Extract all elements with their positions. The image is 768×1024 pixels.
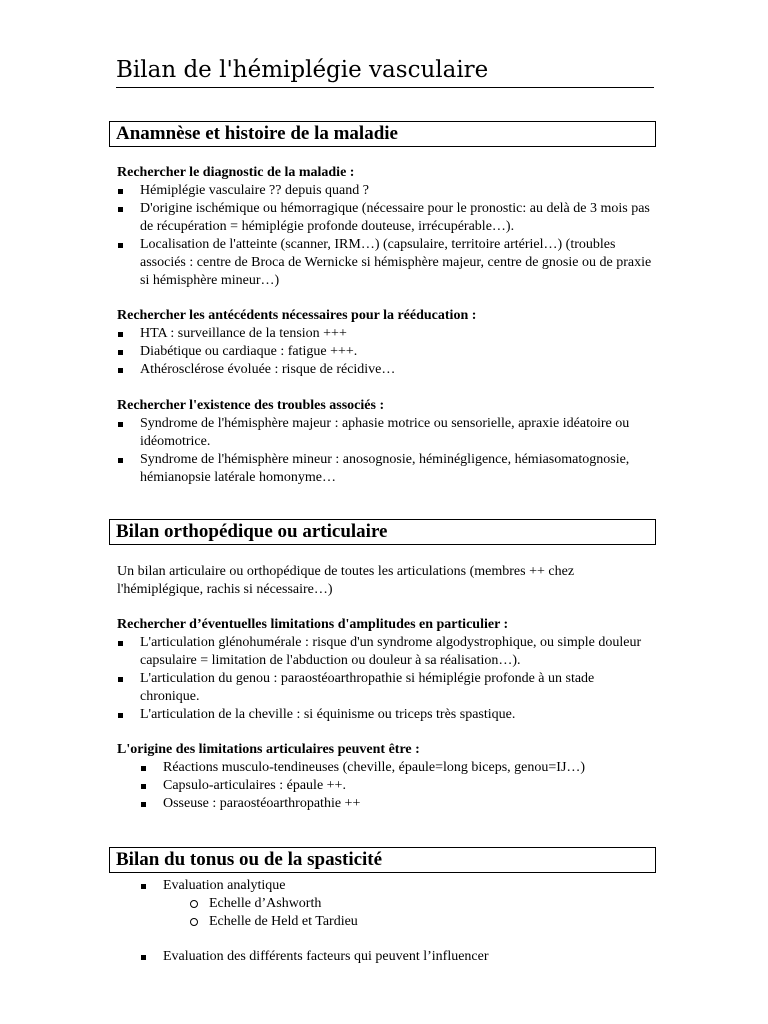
subhead-limitations: Rechercher d’éventuelles limitations d'amplitudes en particulier : <box>117 617 509 632</box>
page-title: Bilan de l'hémiplégie vasculaire <box>116 54 654 88</box>
subhead-diagnostic: Rechercher le diagnostic de la maladie : <box>117 165 355 180</box>
list-item: Syndrome de l'hémisphère mineur : anosognosie, héminégligence, hémiasomatognosie, hémianopsie latérale homonyme… <box>117 451 657 487</box>
list-item: HTA : surveillance de la tension +++ <box>117 325 657 343</box>
ortho-intro-block <box>117 563 657 599</box>
section-heading-anamnese: Anamnèse et histoire de la maladie <box>109 121 656 147</box>
list-item: L'articulation du genou : paraostéoarthropathie si hémiplégie profonde à un stade chronique. <box>117 670 657 706</box>
diagnostic-list <box>117 182 657 290</box>
list-item: Réactions musculo-tendineuses (cheville, épaule=long biceps, genou=IJ…) <box>117 759 657 777</box>
list-item: Hémiplégie vasculaire ?? depuis quand ? <box>117 182 657 200</box>
ortho-limitations-block <box>117 616 657 724</box>
subhead-troubles: Rechercher l'existence des troubles associés : <box>117 398 385 413</box>
list-item: Diabétique ou cardiaque : fatigue +++. <box>117 343 657 361</box>
anamnese-troubles-block <box>117 397 657 487</box>
list-item: L'articulation glénohumérale : risque d'un syndrome algodystrophique, ou simple douleur capsulaire = limitation de l'abduction ou douleur à sa réalisation…). <box>117 634 657 670</box>
subhead-origine: L'origine des limitations articulaires peuvent être : <box>117 742 420 757</box>
list-item: Athérosclérose évoluée : risque de récidive… <box>117 361 657 379</box>
tonus-list <box>117 877 657 895</box>
anamnese-antecedents-block <box>117 307 657 379</box>
tonus-block <box>117 877 657 931</box>
ortho-intro: Un bilan articulaire ou orthopédique de toutes les articulations (membres ++ chez l'hémiplégique, rachis si nécessaire…) <box>117 564 575 597</box>
list-item: Capsulo-articulaires : épaule ++. <box>117 777 657 795</box>
tonus-sublist <box>117 895 657 931</box>
list-item: Syndrome de l'hémisphère majeur : aphasie motrice ou sensorielle, apraxie idéatoire ou idéomotrice. <box>117 415 657 451</box>
list-item: Localisation de l'atteinte (scanner, IRM…) (capsulaire, territoire artériel…) (troubles associés : centre de Broca de Wernicke si hémisphère majeur, centre de gnosie ou de praxie si hémisphère mineur…) <box>117 236 657 290</box>
origine-list <box>117 759 657 813</box>
sub-list-item: Echelle d’Ashworth <box>117 895 657 913</box>
ortho-origine-block <box>117 741 657 813</box>
limitations-list <box>117 634 657 724</box>
troubles-list <box>117 415 657 487</box>
antecedents-list <box>117 325 657 379</box>
sub-list-item: Echelle de Held et Tardieu <box>117 913 657 931</box>
list-item: L'articulation de la cheville : si équinisme ou triceps très spastique. <box>117 706 657 724</box>
tonus-block-2 <box>117 948 657 966</box>
section-heading-ortho: Bilan orthopédique ou articulaire <box>109 519 656 545</box>
subhead-antecedents: Rechercher les antécédents nécessaires pour la rééducation : <box>117 308 477 323</box>
list-item: Evaluation analytique <box>117 877 657 895</box>
anamnese-diagnostic-block <box>117 164 657 290</box>
list-item: Evaluation des différents facteurs qui peuvent l’influencer <box>117 948 657 966</box>
tonus-list-2 <box>117 948 657 966</box>
list-item: Osseuse : paraostéoarthropathie ++ <box>117 795 657 813</box>
list-item: D'origine ischémique ou hémorragique (nécessaire pour le pronostic: au delà de 3 mois pas de récupération = hémiplégie profonde douteuse, irrécupérable…). <box>117 200 657 236</box>
section-heading-tonus: Bilan du tonus ou de la spasticité <box>109 847 656 873</box>
